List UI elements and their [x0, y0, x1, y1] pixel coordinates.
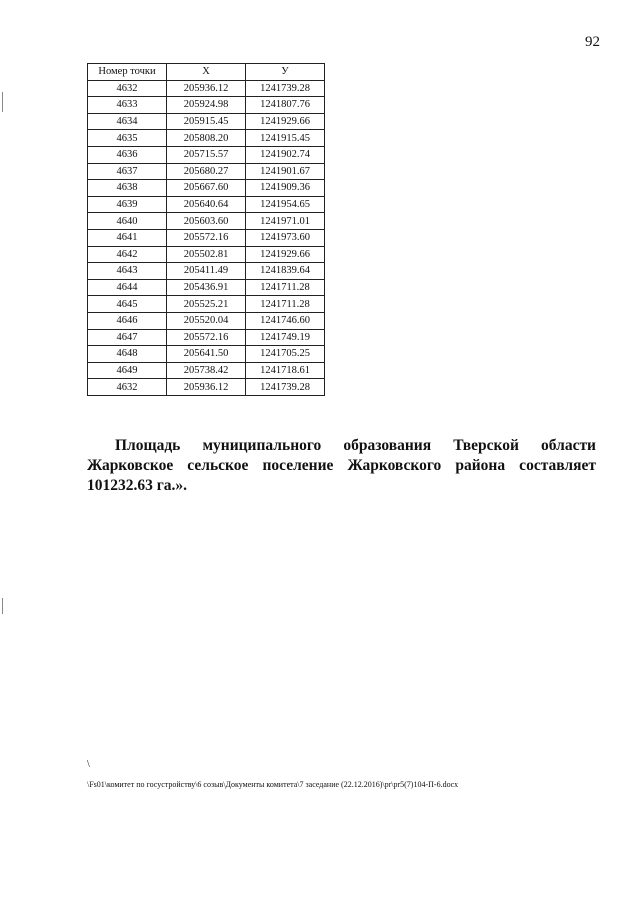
table-row [88, 180, 325, 197]
cell-point-number: 4646 [88, 312, 167, 329]
cell-y: 1241746.60 [246, 312, 325, 329]
cell-x: 205411.49 [167, 263, 246, 280]
table-row [88, 379, 325, 396]
cell-point-number: 4633 [88, 97, 167, 114]
area-statement-text: Площадь муниципального образования Тверской области Жарковское сельское поселение Жарковского района составляет 101232.63 га.». [87, 436, 596, 494]
page-number: 92 [585, 34, 600, 50]
cell-x: 205738.42 [167, 362, 246, 379]
cell-y: 1241901.67 [246, 163, 325, 180]
cell-x: 205680.27 [167, 163, 246, 180]
cell-point-number: 4634 [88, 113, 167, 130]
cell-y: 1241971.01 [246, 213, 325, 230]
cell-point-number: 4643 [88, 263, 167, 280]
table-row [88, 113, 325, 130]
table-row [88, 263, 325, 280]
cell-x: 205936.12 [167, 379, 246, 396]
cell-y: 1241915.45 [246, 130, 325, 147]
cell-x: 205572.16 [167, 329, 246, 346]
footer-mark: \ [87, 759, 90, 770]
cell-point-number: 4640 [88, 213, 167, 230]
cell-y: 1241718.61 [246, 362, 325, 379]
cell-y: 1241739.28 [246, 379, 325, 396]
table-row [88, 346, 325, 363]
cell-x: 205915.45 [167, 113, 246, 130]
table-row [88, 146, 325, 163]
cell-point-number: 4648 [88, 346, 167, 363]
cell-y: 1241749.19 [246, 329, 325, 346]
table-row [88, 80, 325, 97]
cell-x: 205715.57 [167, 146, 246, 163]
table-row [88, 279, 325, 296]
cell-point-number: 4642 [88, 246, 167, 263]
cell-y: 1241807.76 [246, 97, 325, 114]
cell-point-number: 4639 [88, 196, 167, 213]
cell-y: 1241973.60 [246, 229, 325, 246]
table-row [88, 130, 325, 147]
cell-point-number: 4635 [88, 130, 167, 147]
cell-y: 1241929.66 [246, 246, 325, 263]
cell-y: 1241909.36 [246, 180, 325, 197]
cell-x: 205936.12 [167, 80, 246, 97]
cell-y: 1241739.28 [246, 80, 325, 97]
cell-x: 205924.98 [167, 97, 246, 114]
cell-x: 205667.60 [167, 180, 246, 197]
cell-point-number: 4632 [88, 80, 167, 97]
table-row [88, 97, 325, 114]
column-header-y: У [246, 64, 325, 81]
coordinates-table [87, 63, 325, 396]
cell-point-number: 4636 [88, 146, 167, 163]
table-row [88, 163, 325, 180]
scan-artifact [2, 92, 3, 112]
table-row [88, 213, 325, 230]
table-row [88, 196, 325, 213]
cell-point-number: 4644 [88, 279, 167, 296]
table-row [88, 229, 325, 246]
cell-point-number: 4649 [88, 362, 167, 379]
column-header-point-number: Номер точки [88, 64, 167, 81]
cell-y: 1241705.25 [246, 346, 325, 363]
cell-x: 205572.16 [167, 229, 246, 246]
table-row [88, 312, 325, 329]
cell-y: 1241929.66 [246, 113, 325, 130]
cell-x: 205641.50 [167, 346, 246, 363]
cell-y: 1241711.28 [246, 279, 325, 296]
cell-x: 205520.04 [167, 312, 246, 329]
table-row [88, 296, 325, 313]
cell-point-number: 4645 [88, 296, 167, 313]
table-row [88, 362, 325, 379]
table-header-row [88, 64, 325, 81]
area-statement-paragraph [87, 436, 596, 496]
cell-x: 205808.20 [167, 130, 246, 147]
cell-y: 1241839.64 [246, 263, 325, 280]
scan-artifact [2, 598, 3, 614]
footer-file-path: \Fs01\комитет по госустройству\6 созыв\Документы комитета\7 заседание (22.12.2016)\pr\pr5(7)104-П-6.docx [87, 780, 459, 789]
cell-point-number: 4637 [88, 163, 167, 180]
cell-point-number: 4638 [88, 180, 167, 197]
cell-point-number: 4641 [88, 229, 167, 246]
cell-y: 1241711.28 [246, 296, 325, 313]
cell-point-number: 4647 [88, 329, 167, 346]
table-row [88, 246, 325, 263]
column-header-x: X [167, 64, 246, 81]
cell-x: 205603.60 [167, 213, 246, 230]
cell-x: 205436.91 [167, 279, 246, 296]
table-row [88, 329, 325, 346]
cell-y: 1241954.65 [246, 196, 325, 213]
cell-x: 205525.21 [167, 296, 246, 313]
cell-y: 1241902.74 [246, 146, 325, 163]
cell-x: 205502.81 [167, 246, 246, 263]
cell-x: 205640.64 [167, 196, 246, 213]
cell-point-number: 4632 [88, 379, 167, 396]
